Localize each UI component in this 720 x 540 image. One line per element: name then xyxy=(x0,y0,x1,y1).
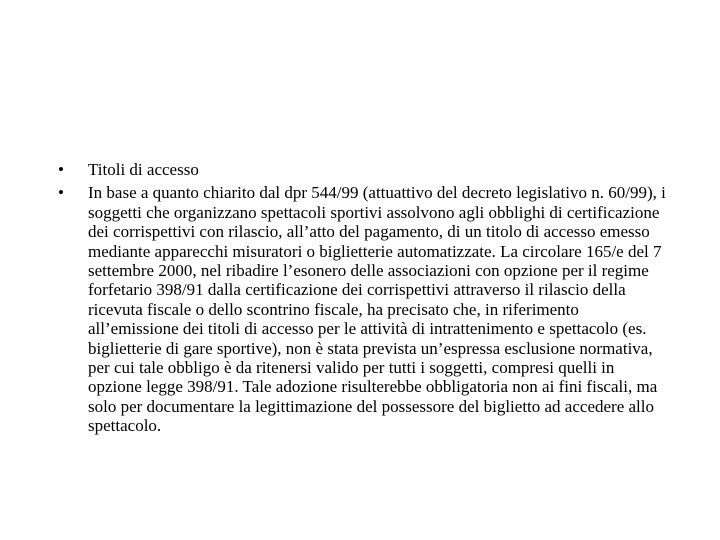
bullet-marker: • xyxy=(58,183,64,203)
bullet-item-heading xyxy=(58,160,668,179)
bullet-list xyxy=(58,160,668,440)
bullet-marker: • xyxy=(58,160,64,179)
bullet-heading-text: Titoli di accesso xyxy=(88,160,199,179)
bullet-body-text: In base a quanto chiarito dal dpr 544/99 (attuattivo del decreto legislativo n. 60/99), i soggetti che organizzano spettacoli sportivi assolvono agli obblighi di certificazione dei corrispettivi con rilascio, all’atto del pagamento, di un titolo di accesso emesso mediante apparecchi misuratori o biglietterie automatizzate. La circolare 165/e del 7 settembre 2000, nel ribadire l’esonero delle associazioni con opzione per il regime forfetario 398/91 dalla certificazione dei corrispettivi attraverso il rilascio della ricevuta fiscale o dello scontrino fiscale, ha precisato che, in riferimento all’emissione dei titoli di accesso per le attività di intrattenimento e spettacolo (es. biglietterie di gare sportive), non è stata prevista un’espressa esclusione normativa, per cui tale obbligo è da ritenersi valido per tutti i soggetti, compresi quelli in opzione legge 398/91. Tale adozione risulterebbe obbligatoria non ai fini fiscali, ma solo per documentare la legittimazione del possessore del biglietto ad accedere allo spettacolo. xyxy=(88,183,666,436)
bullet-item-body xyxy=(58,183,668,435)
